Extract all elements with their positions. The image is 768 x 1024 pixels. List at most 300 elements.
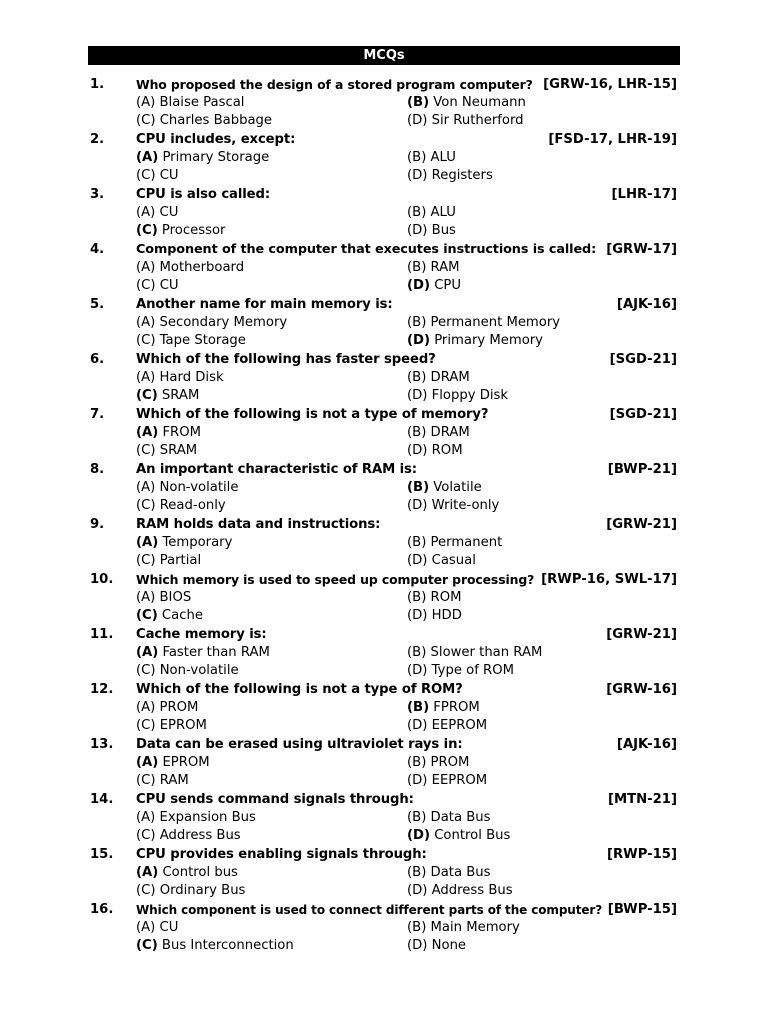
question-number: 15. <box>90 847 114 862</box>
question-reference: [RWP-16, SWL-17] <box>541 572 677 587</box>
option-text: Read-only <box>155 498 226 513</box>
question-text: Another name for main memory is: <box>136 297 393 312</box>
option <box>136 387 199 405</box>
option-text: None <box>427 938 467 953</box>
option-letter: (C) <box>136 113 156 128</box>
option-text: Processor <box>157 223 226 238</box>
option <box>136 662 239 680</box>
options-row <box>0 314 768 332</box>
option <box>136 479 238 497</box>
option <box>407 937 466 955</box>
option <box>136 222 225 240</box>
option <box>407 772 487 790</box>
option <box>407 662 514 680</box>
option-letter: (D) <box>407 828 431 843</box>
option <box>136 497 226 515</box>
question-number: 11. <box>90 627 114 642</box>
question-number: 14. <box>90 792 114 807</box>
option-text: Data Bus <box>426 810 491 825</box>
option <box>407 222 456 240</box>
option-letter: (D) <box>407 938 428 953</box>
question-text: Who proposed the design of a stored program computer? <box>136 77 533 92</box>
option <box>407 387 508 405</box>
question-row <box>0 901 768 919</box>
option-letter: (D) <box>407 168 428 183</box>
option-text: CPU <box>430 278 462 293</box>
option-letter: (D) <box>407 718 428 733</box>
option-letter: (D) <box>407 388 428 403</box>
option <box>136 699 198 717</box>
option-text: SRAM <box>157 388 200 403</box>
question-text: CPU sends command signals through: <box>136 792 414 807</box>
options-row <box>0 387 768 405</box>
question-row <box>0 186 768 204</box>
question-row <box>0 131 768 149</box>
option-text: Bus <box>427 223 456 238</box>
option <box>136 112 272 130</box>
option-text: BIOS <box>155 590 192 605</box>
option-letter: (A) <box>136 755 159 770</box>
option <box>136 717 207 735</box>
option-letter: (D) <box>407 608 428 623</box>
mcq-item <box>0 76 768 131</box>
option <box>407 479 482 497</box>
option <box>136 259 244 277</box>
option-letter: (C) <box>136 443 156 458</box>
option <box>136 882 245 900</box>
question-reference: [LHR-17] <box>611 187 677 202</box>
question-text: Which of the following is not a type of memory? <box>136 407 489 422</box>
options-row <box>0 552 768 570</box>
question-reference: [GRW-16, LHR-15] <box>543 77 677 92</box>
option <box>136 919 178 937</box>
mcq-item <box>0 901 768 956</box>
option <box>136 149 269 167</box>
option <box>136 369 224 387</box>
option-letter: (C) <box>136 498 156 513</box>
option <box>136 204 178 222</box>
mcq-item <box>0 351 768 406</box>
question-text: Cache memory is: <box>136 627 267 642</box>
option-text: Floppy Disk <box>427 388 509 403</box>
option-text: Charles Babbage <box>155 113 273 128</box>
option <box>407 534 502 552</box>
option-letter: (B) <box>407 865 427 880</box>
options-row <box>0 644 768 662</box>
option-text: CU <box>155 168 179 183</box>
option-letter: (C) <box>136 663 156 678</box>
option <box>136 772 189 790</box>
option-letter: (D) <box>407 223 428 238</box>
option-letter: (C) <box>136 388 158 403</box>
options-row <box>0 809 768 827</box>
options-row <box>0 827 768 845</box>
option-letter: (A) <box>136 205 156 220</box>
mcq-item <box>0 241 768 296</box>
option-text: Main Memory <box>426 920 520 935</box>
option-letter: (B) <box>407 205 427 220</box>
option <box>407 827 510 845</box>
options-row <box>0 497 768 515</box>
option-text: Registers <box>427 168 493 183</box>
option-text: Data Bus <box>426 865 491 880</box>
option-letter: (C) <box>136 278 156 293</box>
options-row <box>0 754 768 772</box>
question-row <box>0 846 768 864</box>
option-letter: (C) <box>136 553 156 568</box>
option <box>407 644 542 662</box>
question-reference: [BWP-15] <box>607 902 677 917</box>
mcq-item <box>0 571 768 626</box>
question-number: 12. <box>90 682 114 697</box>
option-text: FROM <box>158 425 201 440</box>
option-text: Primary Storage <box>158 150 270 165</box>
options-row <box>0 919 768 937</box>
question-reference: [BWP-21] <box>607 462 677 477</box>
mcq-item <box>0 296 768 351</box>
option-letter: (D) <box>407 443 428 458</box>
mcq-item <box>0 626 768 681</box>
option-text: Cache <box>157 608 203 623</box>
option <box>136 644 270 662</box>
options-row <box>0 369 768 387</box>
question-reference: [RWP-15] <box>606 847 677 862</box>
option-letter: (A) <box>136 645 159 660</box>
option-text: ROM <box>427 443 463 458</box>
options-row <box>0 149 768 167</box>
question-reference: [SGD-21] <box>609 407 677 422</box>
option-text: ROM <box>426 590 462 605</box>
option-letter: (C) <box>136 883 156 898</box>
question-text: CPU includes, except: <box>136 132 296 147</box>
option-text: Non-volatile <box>155 480 239 495</box>
option-letter: (D) <box>407 663 428 678</box>
question-reference: [FSD-17, LHR-19] <box>548 132 677 147</box>
option <box>407 167 493 185</box>
options-row <box>0 589 768 607</box>
option-text: EPROM <box>155 718 207 733</box>
option-text: Secondary Memory <box>155 315 288 330</box>
option-text: Motherboard <box>155 260 245 275</box>
question-row <box>0 406 768 424</box>
question-number: 3. <box>90 187 105 202</box>
option <box>407 717 487 735</box>
options-row <box>0 864 768 882</box>
option <box>407 442 463 460</box>
option-letter: (D) <box>407 773 428 788</box>
option-letter: (B) <box>407 425 427 440</box>
option <box>407 94 526 112</box>
mcq-item <box>0 186 768 241</box>
option-text: Blaise Pascal <box>155 95 245 110</box>
mcq-item <box>0 131 768 186</box>
option-letter: (C) <box>136 828 156 843</box>
option <box>407 919 520 937</box>
option-letter: (B) <box>407 810 427 825</box>
question-number: 10. <box>90 572 114 587</box>
option-text: CU <box>155 205 179 220</box>
question-reference: [SGD-21] <box>609 352 677 367</box>
option <box>136 167 179 185</box>
option-letter: (D) <box>407 883 428 898</box>
option-text: Permanent Memory <box>426 315 561 330</box>
option-text: SRAM <box>155 443 198 458</box>
options-row <box>0 882 768 900</box>
option-text: Volatile <box>429 480 482 495</box>
option <box>136 552 201 570</box>
option-text: Permanent <box>426 535 503 550</box>
question-text: An important characteristic of RAM is: <box>136 462 417 477</box>
option-text: Hard Disk <box>155 370 224 385</box>
mcq-list <box>0 76 768 956</box>
options-row <box>0 424 768 442</box>
mcq-item <box>0 681 768 736</box>
option-letter: (B) <box>407 700 430 715</box>
option-letter: (A) <box>136 535 159 550</box>
option <box>136 937 294 955</box>
option <box>136 424 201 442</box>
question-number: 6. <box>90 352 105 367</box>
option <box>407 882 513 900</box>
options-row <box>0 479 768 497</box>
question-text: CPU provides enabling signals through: <box>136 847 427 862</box>
option-letter: (D) <box>407 333 431 348</box>
options-row <box>0 332 768 350</box>
option-text: ALU <box>426 205 456 220</box>
option-letter: (A) <box>136 700 156 715</box>
question-row <box>0 296 768 314</box>
option-text: Control bus <box>158 865 238 880</box>
option <box>407 589 461 607</box>
option-letter: (A) <box>136 810 156 825</box>
options-row <box>0 277 768 295</box>
option-text: Ordinary Bus <box>155 883 246 898</box>
option-letter: (A) <box>136 480 156 495</box>
mcq-item <box>0 406 768 461</box>
option-text: Primary Memory <box>430 333 543 348</box>
option-text: Write-only <box>427 498 500 513</box>
option-letter: (B) <box>407 755 427 770</box>
options-row <box>0 204 768 222</box>
option <box>136 314 287 332</box>
question-row <box>0 736 768 754</box>
option-text: PROM <box>155 700 199 715</box>
question-number: 4. <box>90 242 105 257</box>
mcq-item <box>0 736 768 791</box>
options-row <box>0 112 768 130</box>
option-text: Type of ROM <box>427 663 514 678</box>
option-letter: (B) <box>407 920 427 935</box>
question-number: 8. <box>90 462 105 477</box>
options-row <box>0 699 768 717</box>
option-letter: (B) <box>407 590 427 605</box>
question-reference: [GRW-21] <box>606 627 677 642</box>
option-text: FPROM <box>429 700 480 715</box>
options-row <box>0 94 768 112</box>
options-row <box>0 607 768 625</box>
question-row <box>0 626 768 644</box>
option <box>136 442 197 460</box>
question-row <box>0 681 768 699</box>
question-text: Which component is used to connect different parts of the computer? <box>136 903 603 917</box>
question-text: Which memory is used to speed up computer processing? <box>136 572 535 587</box>
option-letter: (A) <box>136 920 156 935</box>
option-letter: (C) <box>136 223 158 238</box>
question-text: Data can be erased using ultraviolet rays in: <box>136 737 463 752</box>
option-letter: (C) <box>136 333 156 348</box>
option-text: Address Bus <box>427 883 513 898</box>
question-row <box>0 516 768 534</box>
option-text: Control Bus <box>430 828 511 843</box>
option-text: Temporary <box>158 535 233 550</box>
option-text: Address Bus <box>155 828 241 843</box>
option-letter: (A) <box>136 590 156 605</box>
option <box>136 589 191 607</box>
option <box>407 552 476 570</box>
mcq-item <box>0 846 768 901</box>
option-letter: (C) <box>136 938 158 953</box>
option <box>136 827 241 845</box>
option-text: Non-volatile <box>155 663 239 678</box>
option-text: Tape Storage <box>155 333 246 348</box>
option <box>407 369 470 387</box>
mcq-item <box>0 516 768 571</box>
option-letter: (B) <box>407 535 427 550</box>
option-text: DRAM <box>426 425 470 440</box>
option-letter: (A) <box>136 425 159 440</box>
option-letter: (D) <box>407 278 431 293</box>
option-text: EPROM <box>158 755 210 770</box>
mcq-item <box>0 461 768 516</box>
option-letter: (A) <box>136 370 156 385</box>
option-text: HDD <box>427 608 462 623</box>
question-number: 16. <box>90 902 114 917</box>
question-number: 9. <box>90 517 105 532</box>
option-text: Von Neumann <box>429 95 526 110</box>
option <box>136 607 203 625</box>
option <box>407 204 456 222</box>
option <box>407 497 499 515</box>
option <box>407 809 491 827</box>
option-letter: (C) <box>136 168 156 183</box>
question-row <box>0 791 768 809</box>
option-text: Partial <box>155 553 202 568</box>
option-letter: (D) <box>407 113 428 128</box>
option-text: Expansion Bus <box>155 810 256 825</box>
question-number: 13. <box>90 737 114 752</box>
option <box>407 864 491 882</box>
options-row <box>0 167 768 185</box>
option-text: Slower than RAM <box>426 645 543 660</box>
question-text: RAM holds data and instructions: <box>136 517 381 532</box>
mcq-item <box>0 791 768 846</box>
option-letter: (B) <box>407 260 427 275</box>
question-reference: [AJK-16] <box>616 297 677 312</box>
question-number: 1. <box>90 77 105 92</box>
option <box>407 699 480 717</box>
question-number: 5. <box>90 297 105 312</box>
question-text: Component of the computer that executes instructions is called: <box>136 242 597 257</box>
question-text: CPU is also called: <box>136 187 271 202</box>
options-row <box>0 534 768 552</box>
option <box>407 277 461 295</box>
question-number: 2. <box>90 132 105 147</box>
option-letter: (A) <box>136 865 159 880</box>
option <box>407 259 460 277</box>
option <box>407 112 524 130</box>
option-letter: (B) <box>407 95 430 110</box>
option-letter: (A) <box>136 315 156 330</box>
option <box>136 754 210 772</box>
section-header: MCQs <box>88 46 680 65</box>
options-row <box>0 259 768 277</box>
option-text: ALU <box>426 150 456 165</box>
option-text: Faster than RAM <box>158 645 270 660</box>
options-row <box>0 937 768 955</box>
option <box>407 314 560 332</box>
options-row <box>0 222 768 240</box>
option <box>136 534 232 552</box>
option <box>407 754 469 772</box>
option <box>136 94 244 112</box>
question-row <box>0 241 768 259</box>
option-text: CU <box>155 278 179 293</box>
options-row <box>0 662 768 680</box>
question-reference: [GRW-21] <box>606 517 677 532</box>
option <box>407 332 543 350</box>
option-letter: (B) <box>407 645 427 660</box>
option-text: Casual <box>427 553 476 568</box>
question-reference: [MTN-21] <box>607 792 677 807</box>
option <box>136 864 238 882</box>
question-reference: [AJK-16] <box>616 737 677 752</box>
option <box>407 607 462 625</box>
option-text: EEPROM <box>427 773 488 788</box>
question-row <box>0 571 768 589</box>
option-letter: (C) <box>136 773 156 788</box>
question-reference: [GRW-16] <box>606 682 677 697</box>
option-text: Sir Rutherford <box>427 113 524 128</box>
option-text: PROM <box>426 755 470 770</box>
question-text: Which of the following is not a type of ROM? <box>136 682 463 697</box>
option-letter: (B) <box>407 370 427 385</box>
options-row <box>0 772 768 790</box>
question-reference: [GRW-17] <box>606 242 677 257</box>
option <box>136 332 246 350</box>
question-text: Which of the following has faster speed? <box>136 352 436 367</box>
options-row <box>0 442 768 460</box>
question-row <box>0 461 768 479</box>
question-number: 7. <box>90 407 105 422</box>
options-row <box>0 717 768 735</box>
option-text: EEPROM <box>427 718 488 733</box>
option-text: DRAM <box>426 370 470 385</box>
option <box>407 149 456 167</box>
option <box>136 809 256 827</box>
option-letter: (D) <box>407 498 428 513</box>
option-letter: (B) <box>407 150 427 165</box>
option-letter: (C) <box>136 718 156 733</box>
option <box>136 277 179 295</box>
option-letter: (B) <box>407 315 427 330</box>
question-row <box>0 351 768 369</box>
option-text: Bus Interconnection <box>157 938 294 953</box>
option-letter: (A) <box>136 150 159 165</box>
option-letter: (C) <box>136 608 158 623</box>
option-letter: (A) <box>136 260 156 275</box>
option-letter: (A) <box>136 95 156 110</box>
question-row <box>0 76 768 94</box>
